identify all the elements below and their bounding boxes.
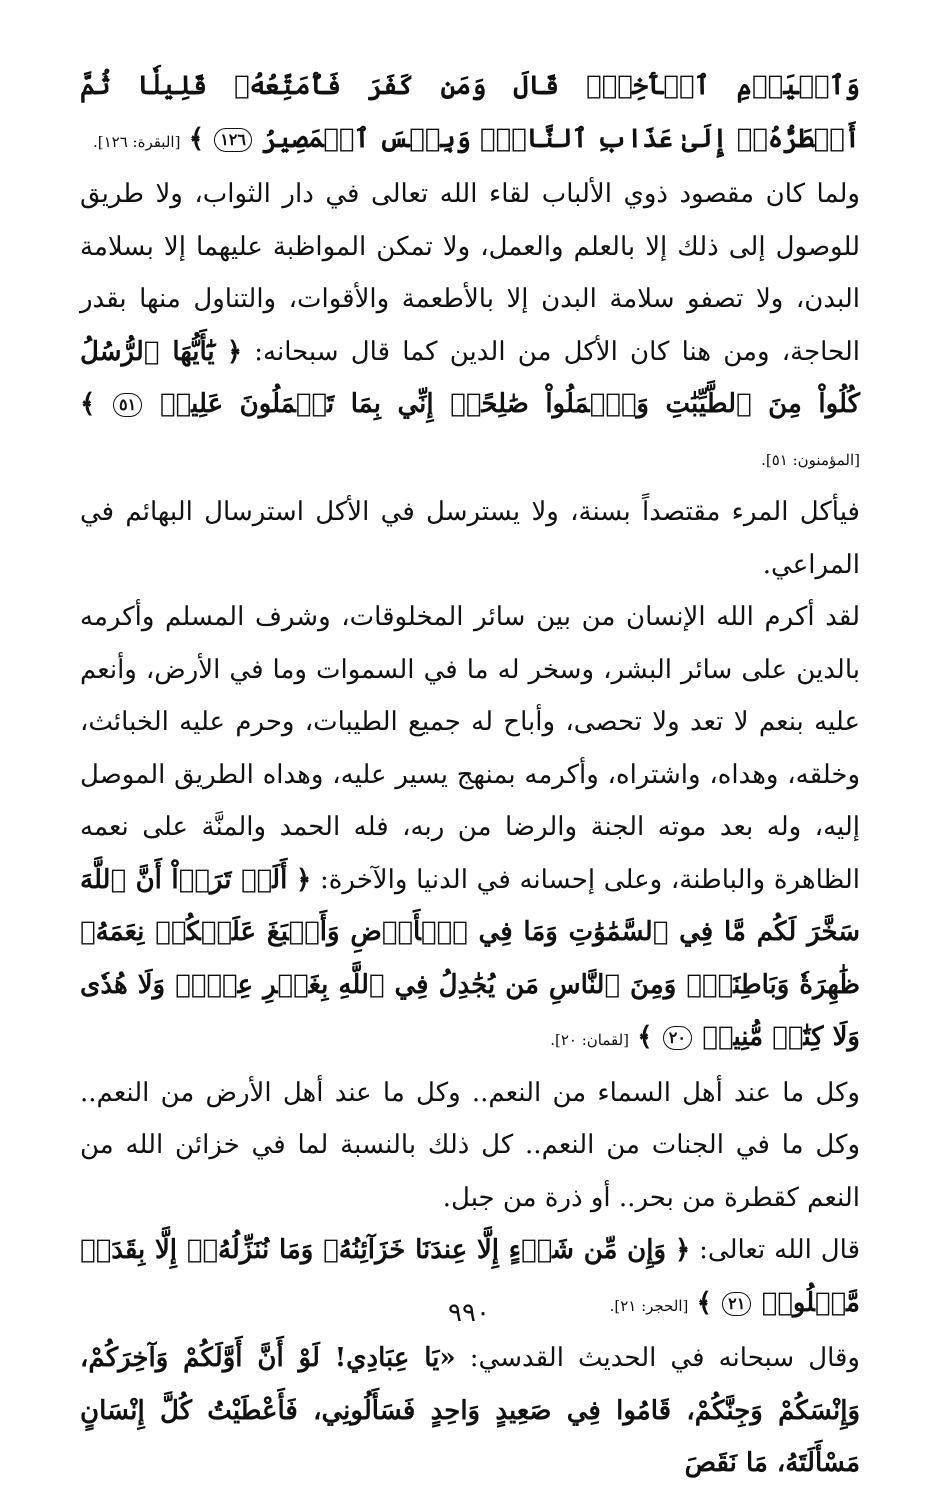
page-body: [80, 60, 860, 1490]
ayah-number: ٢١: [722, 1292, 751, 1316]
ayah-number: ١٢٦: [214, 128, 252, 152]
quran-verse: وَٱلۡيَوۡمِ ٱلۡأٓخِرِۖ قَالَ وَمَن كَفَرَ فَأُمَتِّعُهُۥ قَلِيلٗا ثُمَّ أَضۡطَرُّهُۥٓ إِلَىٰ عَذَابِ ٱلنَّارِۖ وَبِئۡسَ ٱلۡمَصِيرُ: [80, 71, 860, 154]
verse-reference: [لقمان: ٢٠].: [550, 1031, 630, 1049]
paragraph-7: [80, 1332, 860, 1490]
verse-close-ornament: ﴾: [637, 1022, 653, 1052]
quran-verse: أَلَمۡ تَرَوۡاْ أَنَّ ٱللَّهَ سَخَّرَ لَكُم مَّا فِي ٱلسَّمَٰوَٰتِ وَمَا فِي ٱلۡأَرۡضِ وَأَسۡبَغَ عَلَيۡكُمۡ نِعَمَهُۥ ظَٰهِرَةٗ وَبَاطِنَةٗۗ وَمِنَ ٱلنَّاسِ مَن يُجَٰدِلُ فِي ٱللَّهِ بِغَيۡرِ عِلۡمٖ وَلَا هُدٗى وَلَا كِتَٰبٖ مُّنِيرٖ: [80, 864, 860, 1052]
body-text: ولما كان مقصود ذوي الألباب لقاء الله تعالى في دار الثواب، ولا طريق للوصول إلى ذلك إلا بالعلم والعمل، ولا تمكن المواظبة عليهما إلا بسلامة البدن، ولا تصفو سلامة البدن إلا بالأطعمة والأقوات، والتناول منها بقدر الحاجة، ومن هنا كان الأكل من الدين كما قال سبحانه:: [80, 179, 860, 367]
verse-close-ornament: ﴾: [80, 389, 96, 419]
paragraph-1: [80, 60, 860, 168]
verse-reference: [المؤمنون: ٥١].: [761, 450, 860, 469]
body-text: وكل ما عند أهل السماء من النعم.. وكل ما عند أهل الأرض من النعم.. وكل ما في الجنات من النعم.. كل ذلك بالنسبة لما في خزائن الله من النعم كقطرة من بحر.. أو ذرة من جبل.: [80, 1077, 860, 1213]
ayah-number: ٢٠: [663, 1026, 692, 1050]
verse-open-ornament: ﴿: [296, 864, 312, 895]
paragraph-5: [80, 1067, 860, 1225]
ayah-number: ٥١: [113, 393, 142, 417]
verse-open-ornament: ﴿: [674, 1235, 691, 1265]
verse-reference: [الحجر: ٢١].: [609, 1296, 689, 1315]
paragraph-2: [80, 168, 860, 486]
body-text: فيأكل المرء مقتصداً بسنة، ولا يسترسل في الأكل استرسال البهائم في المراعي.: [80, 497, 860, 580]
verse-close-ornament: ﴾: [696, 1287, 712, 1318]
body-text: لقد أكرم الله الإنسان من بين سائر المخلوقات، وشرف المسلم وأكرمه بالدين على سائر البشر، وسخر له ما في السموات وما في الأرض، وأنعم عليه بنعم لا تعد ولا تحصى، وأباح له جميع الطيبات، وحرم عليه الخبائث، وخلقه، وهداه، واشتراه، وأكرمه بمنهج يسير عليه، وهداه الطريق الموصل إليه، وله بعد موته الجنة والرضا من ربه، فله الحمد والمنَّة على نعمه الظاهرة والباطنة، وعلى إحسانه في الدنيا والآخرة:: [80, 602, 861, 895]
paragraph-4: [80, 591, 860, 1067]
verse-close-ornament: ﴾: [188, 123, 204, 154]
verse-open-ornament: ﴿: [226, 336, 243, 367]
page-number: ٩٩٠: [448, 1298, 490, 1328]
body-text: قال الله تعالى:: [699, 1235, 861, 1265]
body-text: وقال سبحانه في الحديث القدسي:: [469, 1343, 860, 1373]
verse-reference: [البقرة: ١٢٦].: [92, 132, 181, 151]
quran-verse: يَٰٓأَيُّهَا ٱلرُّسُلُ كُلُواْ مِنَ ٱلطَّيِّبَٰتِ وَٱعۡمَلُواْ صَٰلِحًاۖ إِنِّي بِمَا تَعۡمَلُونَ عَلِيمٞ: [80, 336, 861, 419]
paragraph-3: [80, 486, 860, 591]
hadith-quote: «يَا عِبَادِي! لَوْ أَنَّ أَوَّلَكُمْ وَآخِرَكُمْ، وَإِنْسَكُمْ وَجِنَّكُمْ، قَامُوا فِي صَعِيدٍ وَاحِدٍ فَسَأَلُونِي، فَأَعْطَيْتُ كُلَّ إِنْسَانٍ مَسْأَلَتَهُ، مَا نَقَصَ: [80, 1343, 860, 1478]
quran-verse: وَإِن مِّن شَيۡءٍ إِلَّا عِندَنَا خَزَآئِنُهُۥ وَمَا نُنَزِّلُهُۥٓ إِلَّا بِقَدَرٖ مَّعۡلُومٖ: [80, 1235, 860, 1318]
